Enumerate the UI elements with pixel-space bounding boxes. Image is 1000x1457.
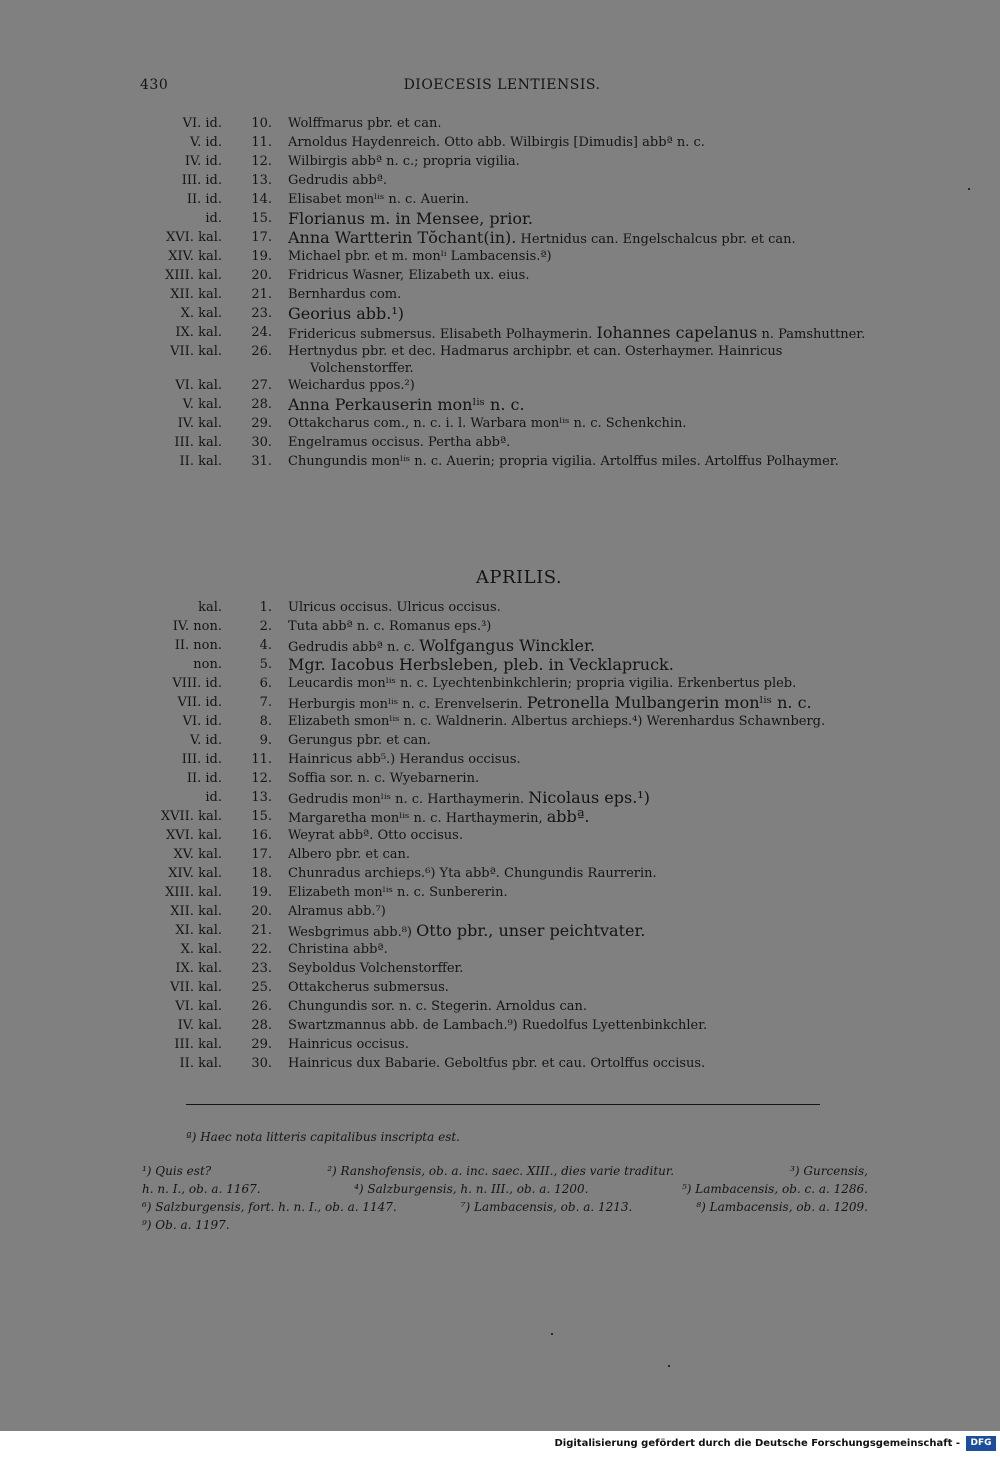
day-number: 12.: [251, 771, 272, 786]
day-number: 20.: [251, 268, 272, 283]
entry-text-part: Gedrudis abbª.: [288, 173, 387, 188]
roman-date: XV. kal.: [173, 847, 222, 862]
entry-line: [288, 305, 868, 324]
calendar-row: [140, 324, 868, 343]
entry-text-part: Ottakcherus submersus.: [288, 980, 449, 995]
roman-date: IX. kal.: [175, 325, 222, 340]
day-number: 8.: [259, 714, 272, 729]
entry-text: [288, 941, 868, 960]
day-number: 2.: [259, 619, 272, 634]
roman-date: III. kal.: [174, 435, 222, 450]
footnote-4: ⁴) Salzburgensis, h. n. III., ob. a. 1200.: [354, 1182, 589, 1196]
calendar-row: [140, 846, 868, 865]
aprilis-heading: APRILIS.: [475, 567, 563, 588]
day-number: 11.: [251, 752, 272, 767]
roman-date: VI. id.: [182, 714, 222, 729]
entry-text: [288, 1036, 868, 1055]
calendar-row: [140, 618, 868, 637]
footnote-rule: [186, 1104, 820, 1105]
entry-line: [288, 134, 868, 151]
day-number: 12.: [251, 154, 272, 169]
entry-text: [288, 434, 868, 453]
entry-text-part: Ulricus occisus. Ulricus occisus.: [288, 600, 501, 615]
entry-text-part: Swartzmannus abb. de Lambach.⁹) Ruedolfus Lyettenbinkchler.: [288, 1018, 708, 1033]
entry-text: [288, 153, 868, 172]
entry-line: [288, 210, 868, 229]
calendar-row: [140, 134, 868, 153]
entry-text: [288, 732, 868, 751]
day-number: 29.: [251, 1037, 272, 1052]
entry-line: [288, 789, 868, 808]
calendar-row: [140, 922, 868, 941]
entry-text-part: Tuta abbª n. c. Romanus eps.³): [288, 619, 492, 634]
entry-text: [288, 115, 868, 134]
footer-credit: Digitalisierung gefördert durch die Deutsche Forschungsgemeinschaft -: [554, 1438, 960, 1449]
calendar-row: [140, 979, 868, 998]
roman-date: XIII. kal.: [165, 268, 222, 283]
entry-text-part: Wilbirgis abbª n. c.; propria vigilia.: [288, 154, 520, 169]
roman-date: XVI. kal.: [166, 828, 222, 843]
entry-text-part: Herburgis monˡⁱˢ n. c. Erenvelserin.: [288, 697, 523, 712]
entry-large-text: abbª.: [546, 807, 590, 826]
day-number: 17.: [251, 230, 272, 245]
calendar-row: [140, 903, 868, 922]
entry-line: [288, 903, 868, 920]
entry-line: [288, 599, 868, 616]
day-number: 11.: [251, 135, 272, 150]
entry-text: [288, 191, 868, 210]
footnote-a: ª) Haec nota litteris capitalibus inscripta est.: [186, 1130, 460, 1144]
entry-text: [288, 960, 868, 979]
entry-text-part: Margaretha monˡⁱˢ n. c. Harthaymerin,: [288, 811, 543, 826]
entry-line: [288, 732, 868, 749]
entry-text: [288, 1055, 868, 1074]
entry-line: [288, 172, 868, 189]
calendar-row: [140, 191, 868, 210]
roman-date: V. kal.: [182, 397, 222, 412]
entry-text-part: Gerungus pbr. et can.: [288, 733, 431, 748]
footnote-line: [142, 1198, 868, 1216]
entry-line: [288, 1055, 868, 1072]
roman-date: X. kal.: [180, 942, 222, 957]
entry-text: [288, 286, 868, 305]
entry-text: [288, 884, 868, 903]
day-number: 7.: [259, 695, 272, 710]
footnote-1: ¹) Quis est?: [142, 1164, 212, 1178]
footnote-9: ⁹) Ob. a. 1197.: [142, 1218, 230, 1232]
roman-date: XII. kal.: [170, 287, 222, 302]
day-number: 13.: [251, 790, 272, 805]
calendar-row: [140, 713, 868, 732]
roman-date: V. id.: [190, 733, 222, 748]
entry-large-text: Nicolaus eps.¹): [528, 788, 650, 807]
roman-date: VI. kal.: [175, 999, 222, 1014]
roman-date: IX. kal.: [175, 961, 222, 976]
entry-line: [288, 884, 868, 901]
entry-large-text: Iohannes capelanus: [596, 323, 758, 342]
entry-text: [288, 865, 868, 884]
calendar-row: [140, 599, 868, 618]
day-number: 21.: [251, 923, 272, 938]
entry-text: [288, 808, 868, 827]
roman-date: VIII. id.: [172, 676, 222, 691]
entry-large-text: Mgr. Iacobus Herbsleben, pleb. in Vecklapruck.: [288, 655, 674, 674]
entry-line: [288, 434, 868, 451]
entry-line: [288, 846, 868, 863]
entry-line: [288, 808, 868, 827]
entry-text-part: n. Pamshuttner.: [761, 327, 866, 342]
footnote-8: ⁸) Lambacensis, ob. a. 1209.: [696, 1200, 868, 1214]
entry-text: [288, 694, 868, 713]
entry-text: [288, 713, 868, 732]
entry-text: [288, 210, 868, 229]
roman-date: II. kal.: [179, 1056, 222, 1071]
entry-text-part: Hainricus occisus.: [288, 1037, 409, 1052]
entry-text: [288, 599, 868, 618]
entry-large-text: Petronella Mulbangerin monˡⁱˢ n. c.: [526, 693, 812, 712]
entry-text: [288, 415, 868, 434]
calendar-row: [140, 960, 868, 979]
roman-date: kal.: [198, 600, 222, 615]
roman-date: II. id.: [186, 192, 222, 207]
entry-text-part: Engelramus occisus. Pertha abbª.: [288, 435, 511, 450]
roman-date: VII. kal.: [170, 980, 222, 995]
entry-large-text: Florianus m. in Mensee, prior.: [288, 209, 534, 228]
entry-text: [288, 343, 868, 377]
entry-text-part: Elizabeth monˡⁱˢ n. c. Sunbererin.: [288, 885, 508, 900]
entry-line: [288, 343, 868, 377]
calendar-row: [140, 115, 868, 134]
page-number: 430: [140, 77, 169, 93]
scan-speck: [551, 1333, 553, 1335]
roman-date: IV. id.: [184, 154, 222, 169]
entry-text-part: Christina abbª.: [288, 942, 388, 957]
calendar-row: [140, 865, 868, 884]
entry-text: [288, 172, 868, 191]
entry-text: [288, 675, 868, 694]
roman-date: III. id.: [181, 752, 222, 767]
entry-line: [288, 675, 868, 692]
entry-text: [288, 377, 868, 396]
entry-text: [288, 324, 868, 343]
roman-date: XVI. kal.: [166, 230, 222, 245]
footnote-line: [142, 1180, 868, 1198]
roman-date: VII. kal.: [170, 344, 222, 359]
entry-text-part: Elisabet monˡⁱˢ n. c. Auerin.: [288, 192, 469, 207]
entry-line: [288, 713, 868, 730]
entry-line: [288, 694, 868, 713]
day-number: 13.: [251, 173, 272, 188]
entry-line: [288, 751, 868, 768]
day-number: 24.: [251, 325, 272, 340]
day-number: 17.: [251, 847, 272, 862]
entry-line: [288, 941, 868, 958]
calendar-row: [140, 248, 868, 267]
entry-text-part: Chungundis sor. n. c. Stegerin. Arnoldus can.: [288, 999, 587, 1014]
day-number: 26.: [251, 344, 272, 359]
entry-text-part: Wolffmarus pbr. et can.: [288, 116, 442, 131]
roman-date: III. kal.: [174, 1037, 222, 1052]
entry-line: [288, 229, 868, 248]
entry-line: [288, 618, 868, 635]
entry-text: [288, 248, 868, 267]
calendar-row: [140, 656, 868, 675]
roman-date: VI. kal.: [175, 378, 222, 393]
entry-line: [288, 1036, 868, 1053]
day-number: 5.: [259, 657, 272, 672]
entry-text-part: Leucardis monˡⁱˢ n. c. Lyechtenbinkchlerin; propria vigilia. Erkenbertus pleb.: [288, 676, 797, 691]
entry-text-part: Wesbgrimus abb.⁸): [288, 925, 412, 940]
entry-text: [288, 751, 868, 770]
entry-text: [288, 229, 868, 248]
dfg-logo: DFG: [966, 1436, 996, 1451]
roman-date: XIII. kal.: [165, 885, 222, 900]
calendar-row: [140, 789, 868, 808]
entry-text-part: Weyrat abbª. Otto occisus.: [288, 828, 463, 843]
day-number: 28.: [251, 1018, 272, 1033]
calendar-row: [140, 377, 868, 396]
entry-text-part: Arnoldus Haydenreich. Otto abb. Wilbirgis [Dimudis] abbª n. c.: [288, 135, 705, 150]
day-number: 19.: [251, 885, 272, 900]
entry-line: [288, 979, 868, 996]
entry-text: [288, 637, 868, 656]
entry-text: [288, 305, 868, 324]
day-number: 21.: [251, 287, 272, 302]
entry-text: [288, 827, 868, 846]
footnote-3-cont: h. n. I., ob. a. 1167.: [142, 1182, 261, 1196]
calendar-row: [140, 1017, 868, 1036]
entry-text-part: Hainricus dux Babarie. Geboltfus pbr. et cau. Ortolffus occisus.: [288, 1056, 706, 1071]
day-number: 20.: [251, 904, 272, 919]
entry-text-part: Seyboldus Volchenstorffer.: [288, 961, 464, 976]
entry-text: [288, 979, 868, 998]
calendar-row: [140, 1036, 868, 1055]
calendar-row: [140, 1055, 868, 1074]
entry-text: [288, 134, 868, 153]
roman-date: II. id.: [186, 771, 222, 786]
entry-text-part: Fridericus submersus. Elisabeth Polhaymerin.: [288, 327, 593, 342]
footnote-3: ³) Gurcensis,: [790, 1164, 868, 1178]
entry-line: [288, 637, 868, 656]
entry-line: [288, 267, 868, 284]
roman-date: XIV. kal.: [168, 866, 222, 881]
footnotes: [142, 1162, 868, 1234]
day-number: 29.: [251, 416, 272, 431]
roman-date: XI. kal.: [175, 923, 222, 938]
footnote-5: ⁵) Lambacensis, ob. c. a. 1286.: [681, 1182, 868, 1196]
entry-large-text: Georius abb.¹): [288, 304, 405, 323]
entry-line: [288, 827, 868, 844]
calendar-row: [140, 172, 868, 191]
day-number: 23.: [251, 961, 272, 976]
day-number: 28.: [251, 397, 272, 412]
calendar-row: [140, 305, 868, 324]
scan-speck: [668, 1365, 670, 1367]
entry-text: [288, 770, 868, 789]
entry-line: [288, 324, 868, 343]
entry-text-part: Chunradus archieps.⁶) Yta abbª. Chungundis Raurrerin.: [288, 866, 657, 881]
entry-text-part: Chungundis monˡⁱˢ n. c. Auerin; propria vigilia. Artolffus miles. Artolffus Polhaymer.: [288, 454, 839, 469]
calendar-row: [140, 941, 868, 960]
day-number: 27.: [251, 378, 272, 393]
calendar-row: [140, 434, 868, 453]
entry-line: [288, 248, 868, 265]
entry-line: [288, 770, 868, 787]
calendar-row: [140, 396, 868, 415]
roman-date: XIV. kal.: [168, 249, 222, 264]
roman-date: VII. id.: [177, 695, 222, 710]
entry-text-part: Bernhardus com.: [288, 287, 402, 302]
roman-date: non.: [193, 657, 222, 672]
footnote-2: ²) Ranshofensis, ob. a. inc. saec. XIII., dies varie traditur.: [327, 1164, 675, 1178]
entry-text-part: Ottakcharus com., n. c. i. l. Warbara monˡⁱˢ n. c. Schenkchin.: [288, 416, 687, 431]
entry-large-text: Anna Wartterin Tŏchant(in).: [288, 228, 517, 247]
entry-line: [288, 1017, 868, 1034]
calendar-row: [140, 229, 868, 248]
footer-bar: [0, 1431, 1000, 1457]
martius-table: [140, 115, 868, 472]
day-number: 9.: [259, 733, 272, 748]
entry-line: [288, 998, 868, 1015]
entry-text-part: Hertnydus pbr. et dec. Hadmarus archipbr. et can. Osterhaymer. Hainricus Volchenstorffer.: [288, 344, 783, 376]
entry-line: [288, 377, 868, 394]
calendar-row: [140, 343, 868, 377]
entry-text: [288, 267, 868, 286]
entry-text: [288, 1017, 868, 1036]
footnote-line: [142, 1216, 868, 1234]
entry-text: [288, 618, 868, 637]
day-number: 1.: [259, 600, 272, 615]
footnote-6: ⁶) Salzburgensis, fort. h. n. I., ob. a. 1147.: [142, 1200, 397, 1214]
entry-large-text: Otto pbr., unser peichtvater.: [416, 921, 646, 940]
roman-date: V. id.: [190, 135, 222, 150]
day-number: 25.: [251, 980, 272, 995]
calendar-row: [140, 998, 868, 1017]
entry-line: [288, 115, 868, 132]
calendar-row: [140, 827, 868, 846]
day-number: 15.: [251, 211, 272, 226]
entry-text: [288, 789, 868, 808]
calendar-row: [140, 153, 868, 172]
day-number: 6.: [259, 676, 272, 691]
entry-text-part: Elizabeth smonˡⁱˢ n. c. Waldnerin. Albertus archieps.⁴) Werenhardus Schawnberg.: [288, 714, 826, 729]
roman-date: XVII. kal.: [160, 809, 222, 824]
day-number: 18.: [251, 866, 272, 881]
entry-text-part: Hertnidus can. Engelschalcus pbr. et can.: [520, 232, 796, 247]
scan-speck: [968, 188, 970, 190]
page-title: DIOECESIS LENTIENSIS.: [403, 77, 601, 93]
entry-text: [288, 396, 868, 415]
aprilis-table: [140, 599, 868, 1074]
calendar-row: [140, 808, 868, 827]
entry-line: [288, 191, 868, 208]
entry-large-text: Wolfgangus Winckler.: [419, 636, 595, 655]
calendar-row: [140, 210, 868, 229]
calendar-row: [140, 286, 868, 305]
roman-date: id.: [205, 211, 222, 226]
entry-line: [288, 415, 868, 432]
roman-date: II. non.: [174, 638, 222, 653]
roman-date: VI. id.: [182, 116, 222, 131]
entry-large-text: Anna Perkauserin monˡⁱˢ n. c.: [288, 395, 525, 414]
footnote-line: [142, 1162, 868, 1180]
entry-text: [288, 846, 868, 865]
entry-text: [288, 922, 868, 941]
entry-text-part: Alramus abb.⁷): [288, 904, 386, 919]
entry-text-part: Fridricus Wasner, Elizabeth ux. eius.: [288, 268, 530, 283]
roman-date: IV. kal.: [177, 1018, 222, 1033]
entry-text-part: Gedrudis abbª n. c.: [288, 640, 416, 655]
calendar-row: [140, 694, 868, 713]
day-number: 23.: [251, 306, 272, 321]
calendar-row: [140, 267, 868, 286]
calendar-row: [140, 675, 868, 694]
entry-line: [288, 960, 868, 977]
calendar-row: [140, 770, 868, 789]
day-number: 16.: [251, 828, 272, 843]
calendar-row: [140, 732, 868, 751]
entry-line: [288, 656, 868, 675]
roman-date: II. kal.: [179, 454, 222, 469]
entry-text-part: Soffia sor. n. c. Wyebarnerin.: [288, 771, 480, 786]
entry-text: [288, 903, 868, 922]
roman-date: IV. kal.: [177, 416, 222, 431]
entry-text-part: Michael pbr. et m. monˡⁱ Lambacensis.ª): [288, 249, 552, 264]
entry-text-part: Weichardus ppos.²): [288, 378, 415, 393]
entry-text-part: Gedrudis monˡⁱˢ n. c. Harthaymerin.: [288, 792, 525, 807]
entry-line: [288, 453, 868, 470]
entry-line: [288, 922, 868, 941]
calendar-row: [140, 751, 868, 770]
entry-text-part: Hainricus abb⁵.) Herandus occisus.: [288, 752, 521, 767]
roman-date: IV. non.: [172, 619, 222, 634]
day-number: 26.: [251, 999, 272, 1014]
entry-text: [288, 998, 868, 1017]
entry-line: [288, 865, 868, 882]
entry-line: [288, 396, 868, 415]
entry-text: [288, 453, 868, 472]
day-number: 15.: [251, 809, 272, 824]
footnote-7: ⁷) Lambacensis, ob. a. 1213.: [460, 1200, 633, 1214]
day-number: 22.: [251, 942, 272, 957]
calendar-row: [140, 637, 868, 656]
entry-line: [288, 153, 868, 170]
calendar-row: [140, 884, 868, 903]
entry-line: [288, 286, 868, 303]
roman-date: X. kal.: [180, 306, 222, 321]
entry-text: [288, 656, 868, 675]
running-head: [140, 77, 864, 97]
day-number: 19.: [251, 249, 272, 264]
day-number: 14.: [251, 192, 272, 207]
roman-date: id.: [205, 790, 222, 805]
day-number: 10.: [251, 116, 272, 131]
day-number: 4.: [259, 638, 272, 653]
roman-date: XII. kal.: [170, 904, 222, 919]
entry-text-part: Albero pbr. et can.: [288, 847, 411, 862]
day-number: 30.: [251, 1056, 272, 1071]
calendar-row: [140, 415, 868, 434]
day-number: 30.: [251, 435, 272, 450]
roman-date: III. id.: [181, 173, 222, 188]
calendar-row: [140, 453, 868, 472]
day-number: 31.: [251, 454, 272, 469]
